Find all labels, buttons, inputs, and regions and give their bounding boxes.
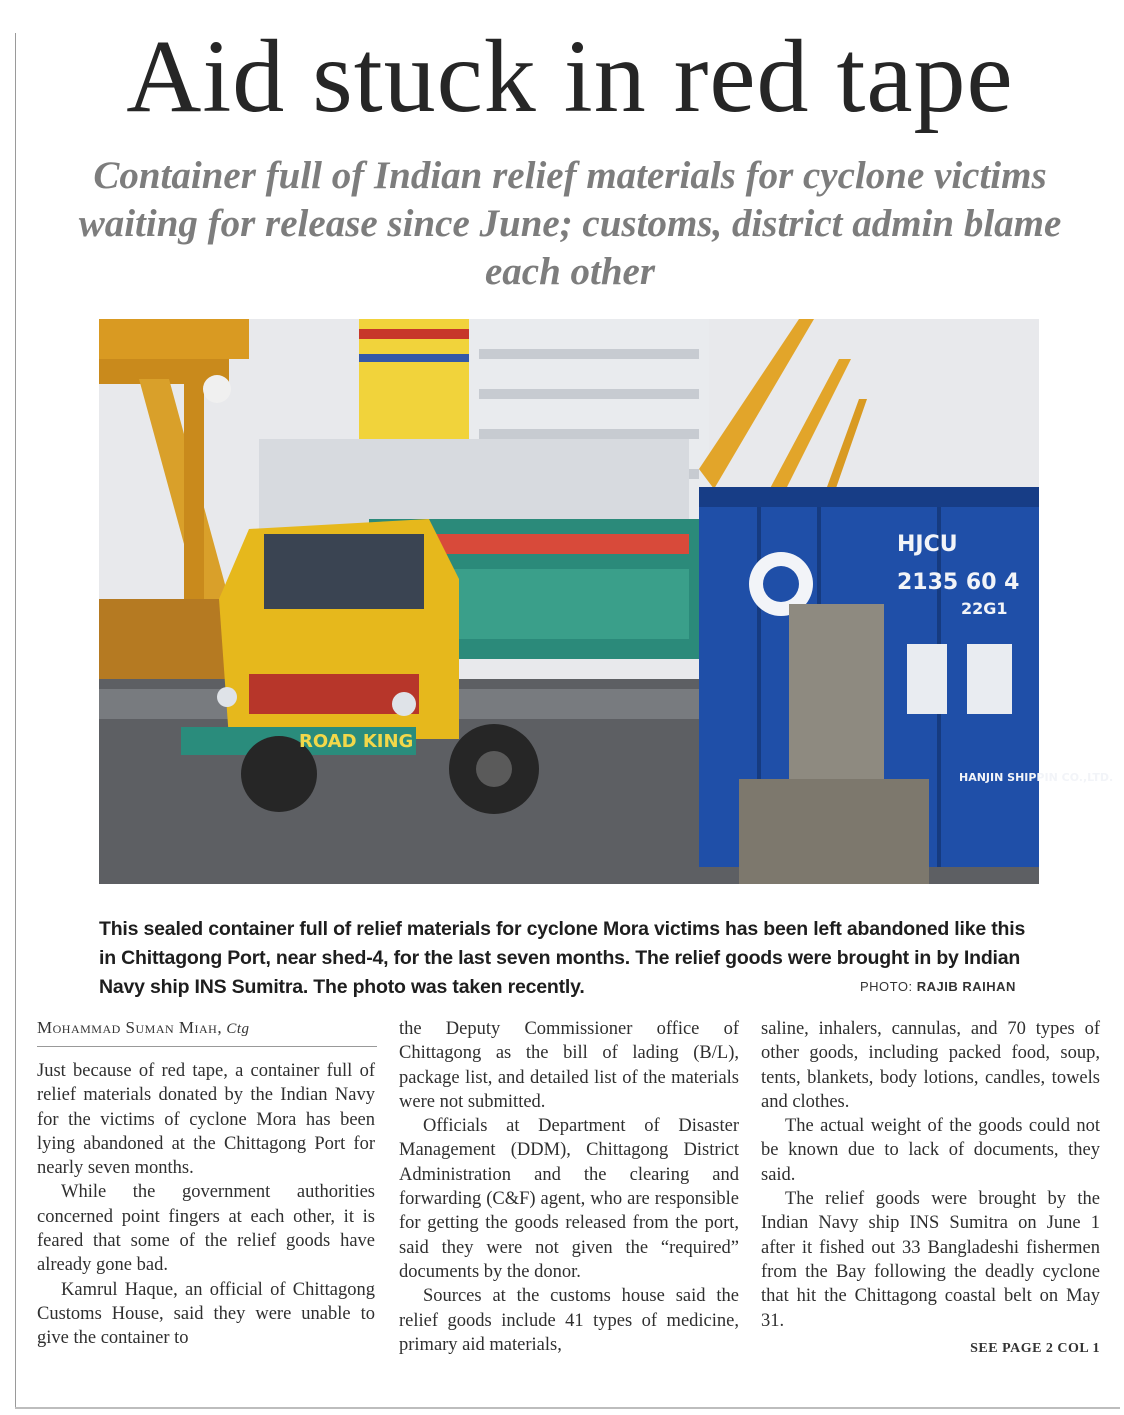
byline-location: Ctg	[226, 1021, 250, 1037]
paragraph: the Deputy Commissioner office of Chittagong as the bill of lading (B/L), package list, and detailed list of the materials were not submitted.	[399, 1019, 739, 1112]
news-photo	[99, 319, 1114, 884]
article-column-1	[37, 1059, 375, 1351]
paragraph: saline, inhalers, cannulas, and 70 types of other goods, including packed food, soup, tents, blankets, body lotions, candles, towels and clothes.	[761, 1019, 1100, 1112]
byline-name: Mohammad Suman Miah,	[37, 1018, 223, 1037]
photo-caption: This sealed container full of relief materials for cyclone Mora victims has been left abandoned like this in Chittagong Port, near shed-4, for the last seven months. The relief goods were brought in by Indian Navy ship INS Sumitra. The photo was taken recently.	[99, 918, 1026, 998]
headline: Aid stuck in red tape	[126, 19, 1014, 134]
subheadline: Container full of Indian relief materials for cyclone victims waiting for release since June; customs, district admin blame each other	[78, 154, 1062, 293]
bottom-rule	[15, 1407, 1120, 1409]
continued-jump-link[interactable]: SEE PAGE 2 COL 1	[970, 1340, 1100, 1356]
container-code-2: 2135 60 4	[897, 570, 1020, 595]
paragraph: Just because of red tape, a container full of relief materials donated by the Indian Navy for the victims of cyclone Mora has been lying abandoned at the Chittagong Port for nearly seven months.	[37, 1061, 375, 1179]
article-column-3	[761, 1017, 1100, 1361]
paragraph: Kamrul Haque, an official of Chittagong Customs House, said they were unable to give the container to	[37, 1279, 375, 1349]
paragraph: The relief goods were brought by the Indian Navy ship INS Sumitra on June 1 after it fished out 33 Bangladeshi fishermen from the Bay following the deadly cyclone that hit the Chittagong coastal belt on May 31.	[761, 1189, 1100, 1331]
paragraph: The actual weight of the goods could not be known due to lack of documents, they said.	[761, 1116, 1100, 1185]
paragraph: While the government authorities concerned point fingers at each other, it is feared that some of the relief goods have already gone bad.	[37, 1182, 375, 1276]
article-column-2	[399, 1017, 739, 1357]
photo-credit	[860, 979, 1016, 994]
container-code-3: 22G1	[961, 599, 1008, 618]
concrete-pillar	[789, 604, 884, 794]
truck-plate-text: ROAD KING	[299, 731, 414, 752]
paragraph: Sources at the customs house said the relief goods include 41 types of medicine, primary aid materials,	[399, 1286, 739, 1355]
left-column-rule	[15, 33, 16, 1408]
container-code-1: HJCU	[897, 532, 958, 557]
photo-credit-name: RAJIB RAIHAN	[916, 979, 1016, 994]
byline	[37, 1018, 377, 1047]
container-company: HANJIN SHIPPIN CO.,LTD.	[959, 771, 1114, 784]
concrete-block	[739, 779, 929, 884]
paragraph: Officials at Department of Disaster Management (DDM), Chittagong District Administration and the clearing and forwarding (C&F) agent, who are responsible for getting the goods released from the port, said they were not given the “required” documents by the donor.	[399, 1116, 739, 1282]
photo-credit-label: PHOTO:	[860, 979, 913, 994]
